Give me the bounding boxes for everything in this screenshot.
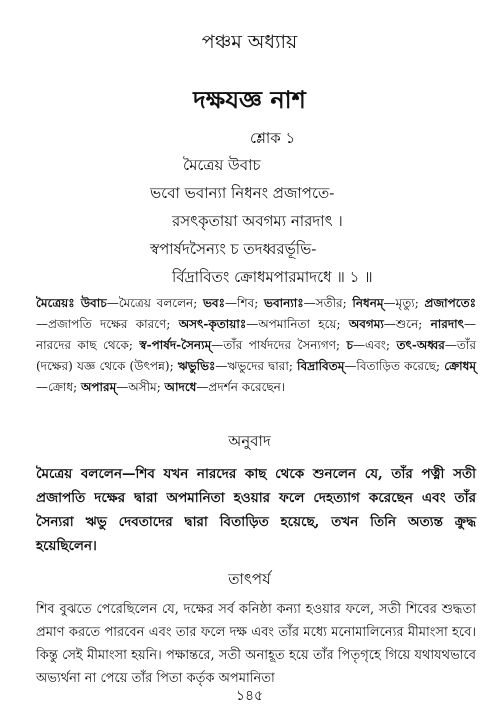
verse-line: ভবো ভবান্যা নিধনং প্রজাপতে- — [150, 184, 335, 202]
verse-line: রসৎকৃতায়া অবগম্য নারদাৎ । — [172, 212, 343, 230]
verse-line: স্বপার্ষদসৈন্যং চ তদধ্বরর্ভূভি- — [150, 240, 317, 258]
synonym-meaning: মৃত্যু — [395, 296, 415, 310]
verse-number: শ্লোক ১ — [250, 129, 296, 147]
chapter-title: দক্ষযজ্ঞ নাশ — [193, 85, 306, 114]
verse-line: মৈত্রেয় উবাচ — [183, 156, 261, 174]
synonym-meaning: বিতাড়িত করেছে — [356, 359, 437, 373]
synonym-word: নিধনম্ — [352, 296, 384, 310]
synonym-meaning: মৈত্রেয় বললেন — [118, 296, 194, 310]
synonym-word: অপারম্ — [80, 380, 117, 394]
translation-heading: অনুবাদ — [228, 432, 271, 450]
word-for-word-synonyms: মৈত্রেয়ঃ উবাচ—মৈত্রেয় বললেন; ভবঃ—শিব; ভবান্যাঃ—সতীর; নিধনম্—মৃত্যু; প্রজাপতেঃ—প্রজাপতি দক্ষের কারণে; অসৎ-কৃতায়াঃ—অপমানিতা হয়ে; অবগম্য—শুনে; নারদাৎ—নারদের কাছ থেকে; স্ব-পার্ষদ-সৈন্যম্—তাঁর পার্ষদদের সৈন্যগণ; চ—এবং; তৎ-অধ্বর—তাঁর (দক্ষের) যজ্ঞ থেকে (উৎপন্ন); ঋভুভিঃ—ঋভুদের দ্বারা; বিদ্রাবিতম্—বিতাড়িত করেছে; ক্রোধম্—ক্রোধ; অপারম্—অসীম; আদধে—প্রদর্শন করেছেন। — [36, 296, 477, 394]
synonym-word: ভবান্যাঃ — [264, 296, 304, 310]
synonym-meaning: শুনে — [395, 317, 419, 331]
synonym-meaning: শিব — [237, 296, 255, 310]
synonym-word: আদধে — [164, 380, 197, 394]
synonym-word: অবগম্য — [348, 317, 384, 331]
synonym-meaning: তাঁর (দক্ষের) যজ্ঞ থেকে (উৎপন্ন) — [36, 338, 477, 373]
synonym-meaning: ঋভুদের দ্বারা — [227, 359, 289, 373]
translation-text: মৈত্রেয় বললেন—শিব যখন নারদের কাছ থেকে শুনলেন যে, তাঁর পত্নী সতী প্রজাপতি দক্ষের দ্বারা অপমানিতা হওয়ার ফলে দেহত্যাগ করেছেন এবং তাঁর সৈন্যরা ঋভু দেবতাদের দ্বারা বিতাড়িত হয়েছে, তখন তিনি অত্যন্ত ক্রুদ্ধ হয়েছিলেন। — [36, 466, 476, 554]
synonym-word: চ — [346, 338, 353, 352]
synonym-meaning: প্রজাপতি দক্ষের কারণে — [48, 317, 167, 331]
synonym-word: নারদাৎ — [430, 317, 465, 331]
chapter-heading: পঞ্চম অধ্যায় — [201, 31, 298, 53]
synonym-word: তৎ-অধ্বর — [396, 338, 445, 352]
synonym-word: ঋভুভিঃ — [177, 359, 216, 373]
purport-text: শিব বুঝতে পেরেছিলেন যে, দক্ষের সর্ব কনিষ্ঠা কন্যা হওয়ার ফলে, সতী শিবের শুদ্ধতা প্রমাণ করতে পারবেন এবং তার ফলে দক্ষ এবং তাঁর মধ্যে মনোমালিন্যের মীমাংসা হবে। কিন্তু সেই মীমাংসা হয়নি। পক্ষান্তরে, সতী অনাহূত হয়ে তাঁর পিতৃগৃহে গিয়ে যথাযথভাবে অভ্যর্থনা না পেয়ে তাঁর পিতা কর্তৃক অপমানিতা — [36, 602, 476, 686]
synonym-word: ক্রোধম্ — [444, 359, 477, 373]
synonym-meaning: প্রদর্শন করেছেন — [208, 380, 281, 394]
synonym-meaning: অসীম — [128, 380, 157, 394]
page-number: ১৪৫ — [235, 688, 264, 704]
synonym-meaning: সতীর — [315, 296, 343, 310]
synonym-meaning: অপমানিতা হয়ে — [258, 317, 337, 331]
synonym-word: স্ব-পার্ষদ-সৈন্যম্ — [139, 338, 212, 352]
purport-heading: তাৎপর্য — [228, 570, 271, 588]
synonym-word: বিদ্রাবিতম্ — [297, 359, 345, 373]
synonym-meaning: নারদের কাছ থেকে — [36, 338, 129, 352]
synonym-word: মৈত্রেয়ঃ উবাচ — [36, 296, 107, 310]
synonym-word: অসৎ-কৃতায়াঃ — [178, 317, 247, 331]
synonym-meaning: এবং — [365, 338, 386, 352]
synonym-meaning: তাঁর পার্ষদদের সৈন্যগণ — [223, 338, 337, 352]
synonym-word: ভবঃ — [202, 296, 226, 310]
verse-line: র্বিদ্রাবিতং ক্রোধমপারমাদধে ॥ ১ ॥ — [172, 268, 373, 286]
synonym-meaning: ক্রোধ — [48, 380, 74, 394]
synonym-word: প্রজাপতেঃ — [424, 296, 477, 310]
